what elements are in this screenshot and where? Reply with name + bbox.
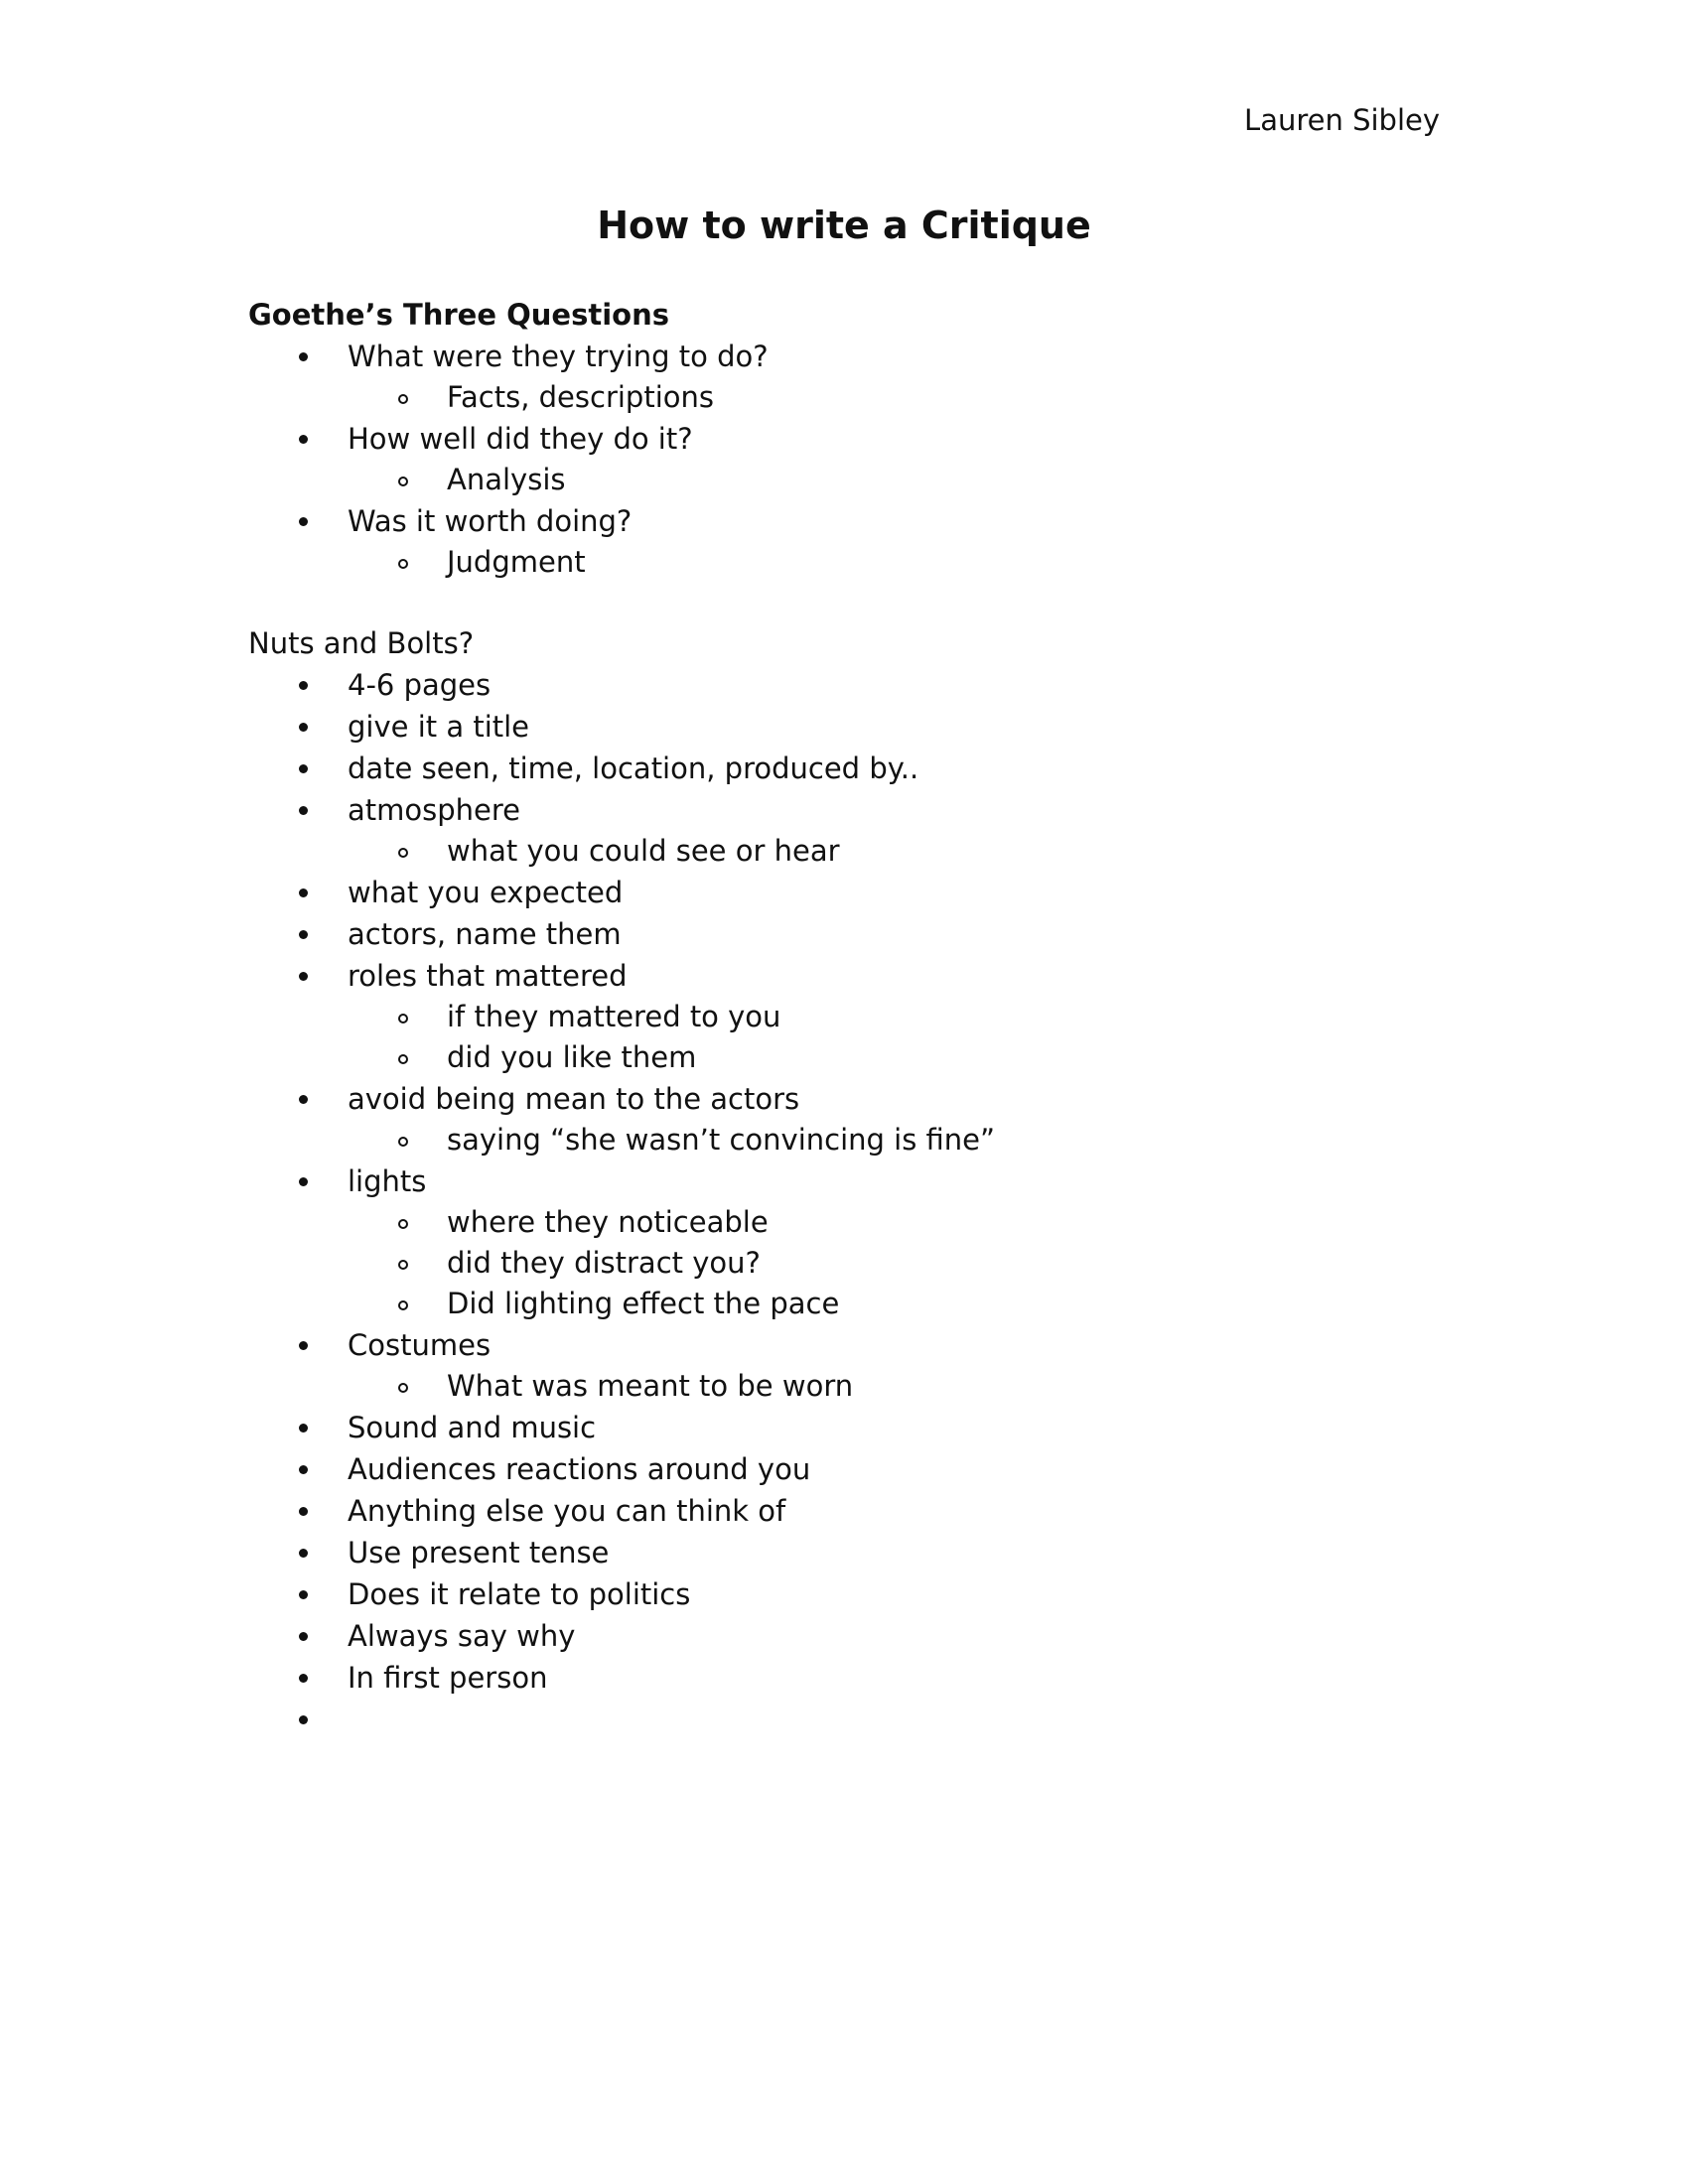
- bullet-item: atmosphere: [248, 789, 1440, 831]
- section-goethes-questions: [248, 294, 1440, 583]
- section-nuts-and-bolts: [248, 622, 1440, 1740]
- bullet-list: [248, 336, 1440, 583]
- section-heading: Nuts and Bolts?: [248, 626, 475, 660]
- sub-bullet-item: Judgment: [248, 542, 1440, 583]
- sub-bullet-item: Analysis: [248, 460, 1440, 500]
- paragraph-spacer: [248, 583, 1440, 622]
- sub-bullet-item: Did lighting effect the pace: [248, 1284, 1440, 1324]
- sub-bullet-item: did they distract you?: [248, 1243, 1440, 1284]
- sub-bullet-item: did you like them: [248, 1037, 1440, 1078]
- bullet-item: Does it relate to politics: [248, 1573, 1440, 1615]
- bullet-item: avoid being mean to the actors: [248, 1078, 1440, 1120]
- bullet-item: Audiences reactions around you: [248, 1448, 1440, 1490]
- bullet-item: In first person: [248, 1657, 1440, 1699]
- sub-bullet-item: where they noticeable: [248, 1202, 1440, 1243]
- bullet-item: Anything else you can think of: [248, 1490, 1440, 1532]
- sub-bullet-item: Facts, descriptions: [248, 377, 1440, 418]
- bullet-item: actors, name them: [248, 913, 1440, 955]
- bullet-item: How well did they do it?: [248, 418, 1440, 460]
- bullet-item: Was it worth doing?: [248, 500, 1440, 542]
- section-heading: Goethe’s Three Questions: [248, 298, 669, 332]
- sub-bullet-item: saying “she wasn’t convincing is fine”: [248, 1120, 1440, 1160]
- document-body: [248, 294, 1440, 1740]
- sub-bullet-item: if they mattered to you: [248, 997, 1440, 1037]
- bullet-item: Always say why: [248, 1615, 1440, 1657]
- bullet-item: lights: [248, 1160, 1440, 1202]
- bullet-item: give it a title: [248, 706, 1440, 748]
- bullet-item: date seen, time, location, produced by..: [248, 748, 1440, 789]
- author-name: Lauren Sibley: [1244, 103, 1440, 137]
- bullet-item: What were they trying to do?: [248, 336, 1440, 377]
- bullet-item: Costumes: [248, 1324, 1440, 1366]
- sub-bullet-item: What was meant to be worn: [248, 1366, 1440, 1407]
- bullet-item: what you expected: [248, 872, 1440, 913]
- bullet-item: roles that mattered: [248, 955, 1440, 997]
- document-title: How to write a Critique: [597, 204, 1091, 247]
- bullet-item: 4-6 pages: [248, 664, 1440, 706]
- bullet-list: [248, 664, 1440, 1740]
- sub-bullet-item: what you could see or hear: [248, 831, 1440, 872]
- bullet-item: Use present tense: [248, 1532, 1440, 1573]
- empty-bullet-item[interactable]: [248, 1699, 1440, 1740]
- bullet-item: Sound and music: [248, 1407, 1440, 1448]
